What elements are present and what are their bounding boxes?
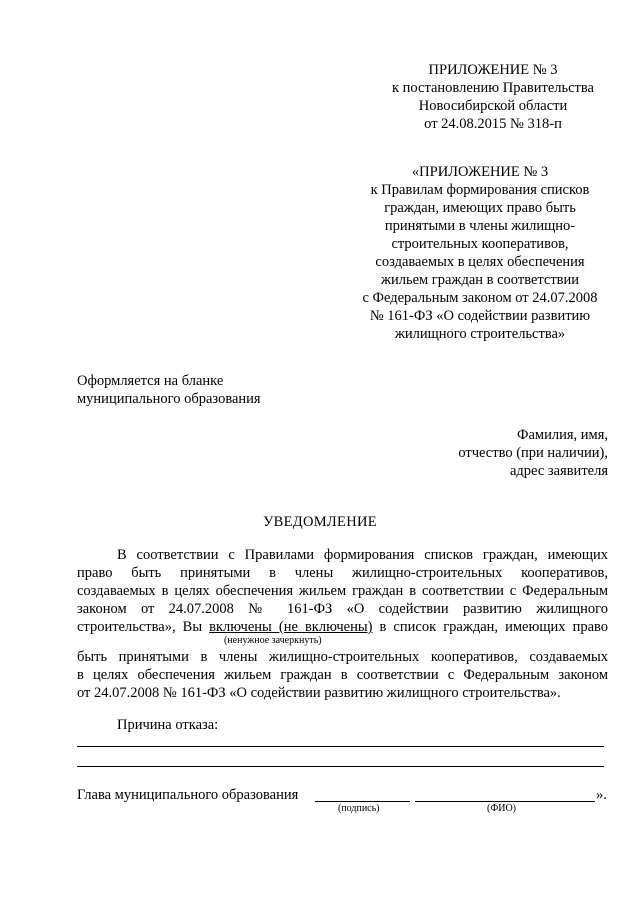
body-line-6: быть принятыми в члены жилищно-строительных кооперативов, создаваемых — [77, 649, 608, 665]
blank-note-line: Оформляется на бланке — [77, 373, 224, 389]
notice-title: УВЕДОМЛЕНИЕ — [263, 514, 377, 530]
appendix-date: от 24.08.2015 № 318-п — [424, 116, 562, 132]
refusal-line-1 — [77, 746, 604, 747]
body-line-2: право быть принятыми в члены жилищно-строительных кооперативов, — [77, 565, 608, 581]
body-line-8: от 24.07.2008 № 161-ФЗ «О содействии развитию жилищного строительства». — [77, 685, 561, 701]
refusal-label: Причина отказа: — [117, 717, 219, 733]
appendix-line: к постановлению Правительства — [392, 80, 594, 96]
body-line-3: создаваемых в целях обеспечения жильем граждан в соответствии с Федеральным — [77, 583, 608, 599]
addressee-line: адрес заявителя — [509, 463, 608, 479]
appendix-header — [378, 61, 608, 133]
body-line-5-end: в список граждан, имеющих право — [372, 619, 609, 635]
body-line-7: в целях обеспечения жильем граждан в соответствии с Федеральным законом — [77, 667, 608, 683]
blank-note-line: муниципального образования — [77, 391, 261, 407]
name-caption: (ФИО) — [487, 803, 517, 814]
signature-line — [315, 801, 410, 802]
signature-end: ». — [596, 787, 607, 803]
refusal-line-2 — [77, 766, 604, 767]
body-line-4: законом от 24.07.2008 № 161-ФЗ «О содействии развитию жилищного — [77, 601, 608, 617]
body-line-5-start: строительства», Вы — [77, 619, 210, 635]
rules-header-line: с Федеральным законом от 24.07.2008 — [362, 290, 598, 306]
addressee — [400, 426, 608, 480]
addressee-line: отчество (при наличии), — [458, 445, 608, 461]
addressee-line: Фамилия, имя, — [517, 427, 608, 443]
rules-header-line: жильем граждан в соответствии — [380, 272, 580, 288]
appendix-title: ПРИЛОЖЕНИЕ № 3 — [428, 62, 558, 78]
rules-header-line: граждан, имеющих право быть — [384, 200, 576, 216]
rules-header-line: к Правилам формирования списков — [370, 182, 590, 198]
body-line-1: В соответствии с Правилами формирования списков граждан, имеющих — [117, 547, 608, 563]
rules-header-line: строительных кооперативов, — [391, 236, 569, 252]
appendix-line: Новосибирской области — [418, 98, 568, 114]
included-option: включены — [209, 619, 272, 635]
blank-note — [77, 372, 337, 408]
rules-header-line: создаваемых в целях обеспечения — [375, 254, 585, 270]
name-line — [415, 801, 595, 802]
body-line-5 — [77, 618, 608, 636]
signature-label: Глава муниципального образования — [77, 787, 299, 803]
signature-caption: (подпись) — [338, 803, 380, 814]
strike-note: (ненужное зачеркнуть) — [224, 635, 322, 646]
rules-header — [340, 163, 620, 343]
rules-header-line: жилищного строительства» — [394, 326, 566, 342]
not-included-option: (не включены) — [278, 619, 373, 635]
option-gap — [272, 619, 279, 635]
rules-header-line: № 161-ФЗ «О содействии развитию — [369, 308, 591, 324]
rules-header-line: принятыми в члены жилищно- — [384, 218, 576, 234]
rules-header-title: «ПРИЛОЖЕНИЕ № 3 — [411, 164, 549, 180]
